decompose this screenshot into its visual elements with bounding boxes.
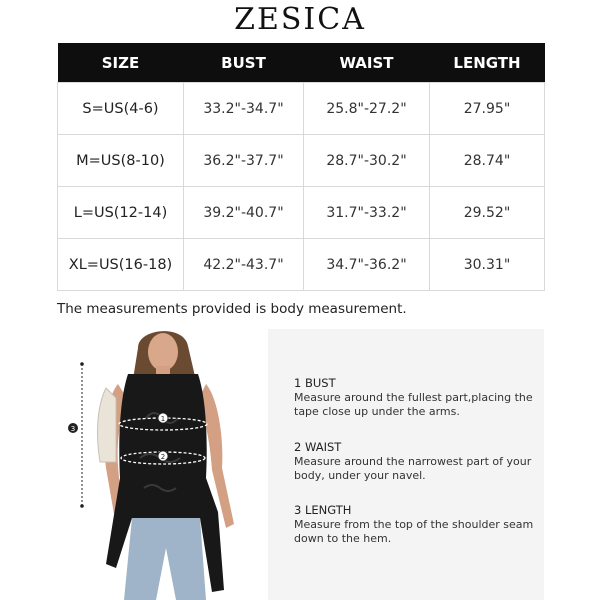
bust-marker-label: 1 bbox=[160, 415, 166, 423]
table-header-row bbox=[58, 43, 545, 83]
table-row bbox=[58, 239, 545, 291]
cell-length: 27.95" bbox=[430, 83, 545, 135]
header-waist: WAIST bbox=[304, 43, 430, 83]
waist-marker-label: 2 bbox=[160, 453, 166, 461]
cell-length: 28.74" bbox=[430, 135, 545, 187]
instruction-length bbox=[294, 503, 539, 546]
instruction-text: Measure around the fullest part,placing the tape close up under the arms. bbox=[294, 391, 533, 418]
cell-waist: 31.7"-33.2" bbox=[304, 187, 430, 239]
cell-size: S=US(4-6) bbox=[58, 83, 184, 135]
instruction-title: 1 BUST bbox=[294, 376, 336, 390]
instruction-text: Measure from the top of the shoulder seam down to the hem. bbox=[294, 518, 534, 545]
table-row bbox=[58, 187, 545, 239]
size-table bbox=[57, 43, 545, 291]
instruction-bust bbox=[294, 376, 539, 419]
header-bust: BUST bbox=[184, 43, 304, 83]
cell-size: XL=US(16-18) bbox=[58, 239, 184, 291]
instruction-text: Measure around the narrowest part of your body, under your navel. bbox=[294, 455, 532, 482]
cell-bust: 33.2"-34.7" bbox=[184, 83, 304, 135]
cell-bust: 36.2"-37.7" bbox=[184, 135, 304, 187]
length-marker-label: 3 bbox=[70, 425, 76, 433]
brand-logo: ZESICA bbox=[234, 2, 366, 37]
cell-length: 29.52" bbox=[430, 187, 545, 239]
cell-waist: 25.8"-27.2" bbox=[304, 83, 430, 135]
cell-bust: 39.2"-40.7" bbox=[184, 187, 304, 239]
jeans bbox=[124, 518, 206, 600]
header-size: SIZE bbox=[58, 43, 184, 83]
header-length: LENGTH bbox=[430, 43, 545, 83]
instruction-title: 2 WAIST bbox=[294, 440, 342, 454]
length-guide-bottom-dot bbox=[80, 504, 84, 508]
cell-length: 30.31" bbox=[430, 239, 545, 291]
cell-bust: 42.2"-43.7" bbox=[184, 239, 304, 291]
table-row bbox=[58, 83, 545, 135]
table-row bbox=[58, 135, 545, 187]
cell-size: L=US(12-14) bbox=[58, 187, 184, 239]
instruction-title: 3 LENGTH bbox=[294, 503, 352, 517]
model-figure bbox=[66, 328, 266, 600]
cell-size: M=US(8-10) bbox=[58, 135, 184, 187]
instruction-waist bbox=[294, 440, 539, 483]
model-illustration bbox=[66, 328, 266, 600]
measure-instructions-panel bbox=[268, 329, 544, 600]
face-shape bbox=[148, 333, 178, 371]
cell-waist: 34.7"-36.2" bbox=[304, 239, 430, 291]
shoulder-bag bbox=[98, 388, 116, 462]
cell-waist: 28.7"-30.2" bbox=[304, 135, 430, 187]
measurement-note: The measurements provided is body measurement. bbox=[57, 301, 407, 317]
length-guide-top-dot bbox=[80, 362, 84, 366]
